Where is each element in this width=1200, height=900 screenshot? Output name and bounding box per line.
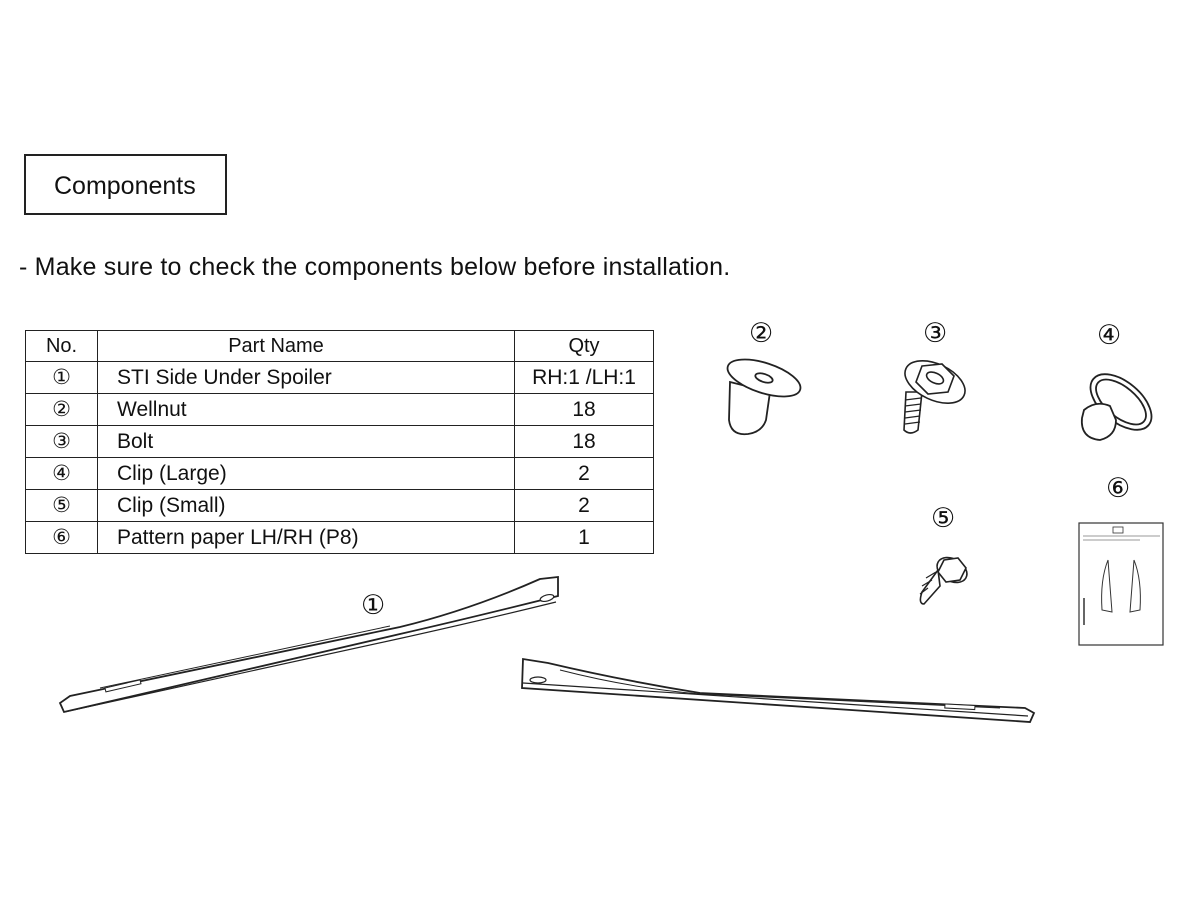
header-no: No. bbox=[26, 331, 98, 362]
wellnut-icon bbox=[723, 352, 805, 434]
row-no: ⑤ bbox=[26, 490, 98, 522]
row-part-name: Bolt bbox=[98, 426, 515, 458]
callout-clip-small: ⑤ bbox=[931, 503, 956, 534]
spoiler-lh-icon bbox=[60, 577, 558, 712]
row-no: ④ bbox=[26, 458, 98, 490]
row-qty: 18 bbox=[515, 426, 654, 458]
row-part-name: Clip (Small) bbox=[98, 490, 515, 522]
callout-spoiler: ① bbox=[361, 590, 386, 621]
row-qty: 18 bbox=[515, 394, 654, 426]
row-qty: 1 bbox=[515, 522, 654, 554]
row-part-name: Wellnut bbox=[98, 394, 515, 426]
row-part-name: STI Side Under Spoiler bbox=[98, 362, 515, 394]
row-no: ⑥ bbox=[26, 522, 98, 554]
callout-pattern-paper: ⑥ bbox=[1106, 473, 1131, 504]
row-part-name: Clip (Large) bbox=[98, 458, 515, 490]
row-part-name: Pattern paper LH/RH (P8) bbox=[98, 522, 515, 554]
row-qty: RH:1 /LH:1 bbox=[515, 362, 654, 394]
callout-bolt: ③ bbox=[923, 318, 948, 349]
callout-wellnut: ② bbox=[749, 318, 774, 349]
instruction-text: - Make sure to check the components below before installation. bbox=[19, 253, 731, 281]
header-part-name: Part Name bbox=[98, 331, 515, 362]
pattern-paper-icon bbox=[1079, 523, 1163, 645]
callout-clip-large: ④ bbox=[1097, 320, 1122, 351]
header-qty: Qty bbox=[515, 331, 654, 362]
clip-small-icon bbox=[920, 552, 971, 604]
clip-large-icon bbox=[1081, 364, 1162, 441]
section-title: Components bbox=[54, 172, 196, 200]
row-no: ② bbox=[26, 394, 98, 426]
row-no: ① bbox=[26, 362, 98, 394]
bolt-icon bbox=[898, 352, 971, 433]
row-qty: 2 bbox=[515, 458, 654, 490]
row-no: ③ bbox=[26, 426, 98, 458]
row-qty: 2 bbox=[515, 490, 654, 522]
spoiler-rh-icon bbox=[522, 659, 1034, 722]
